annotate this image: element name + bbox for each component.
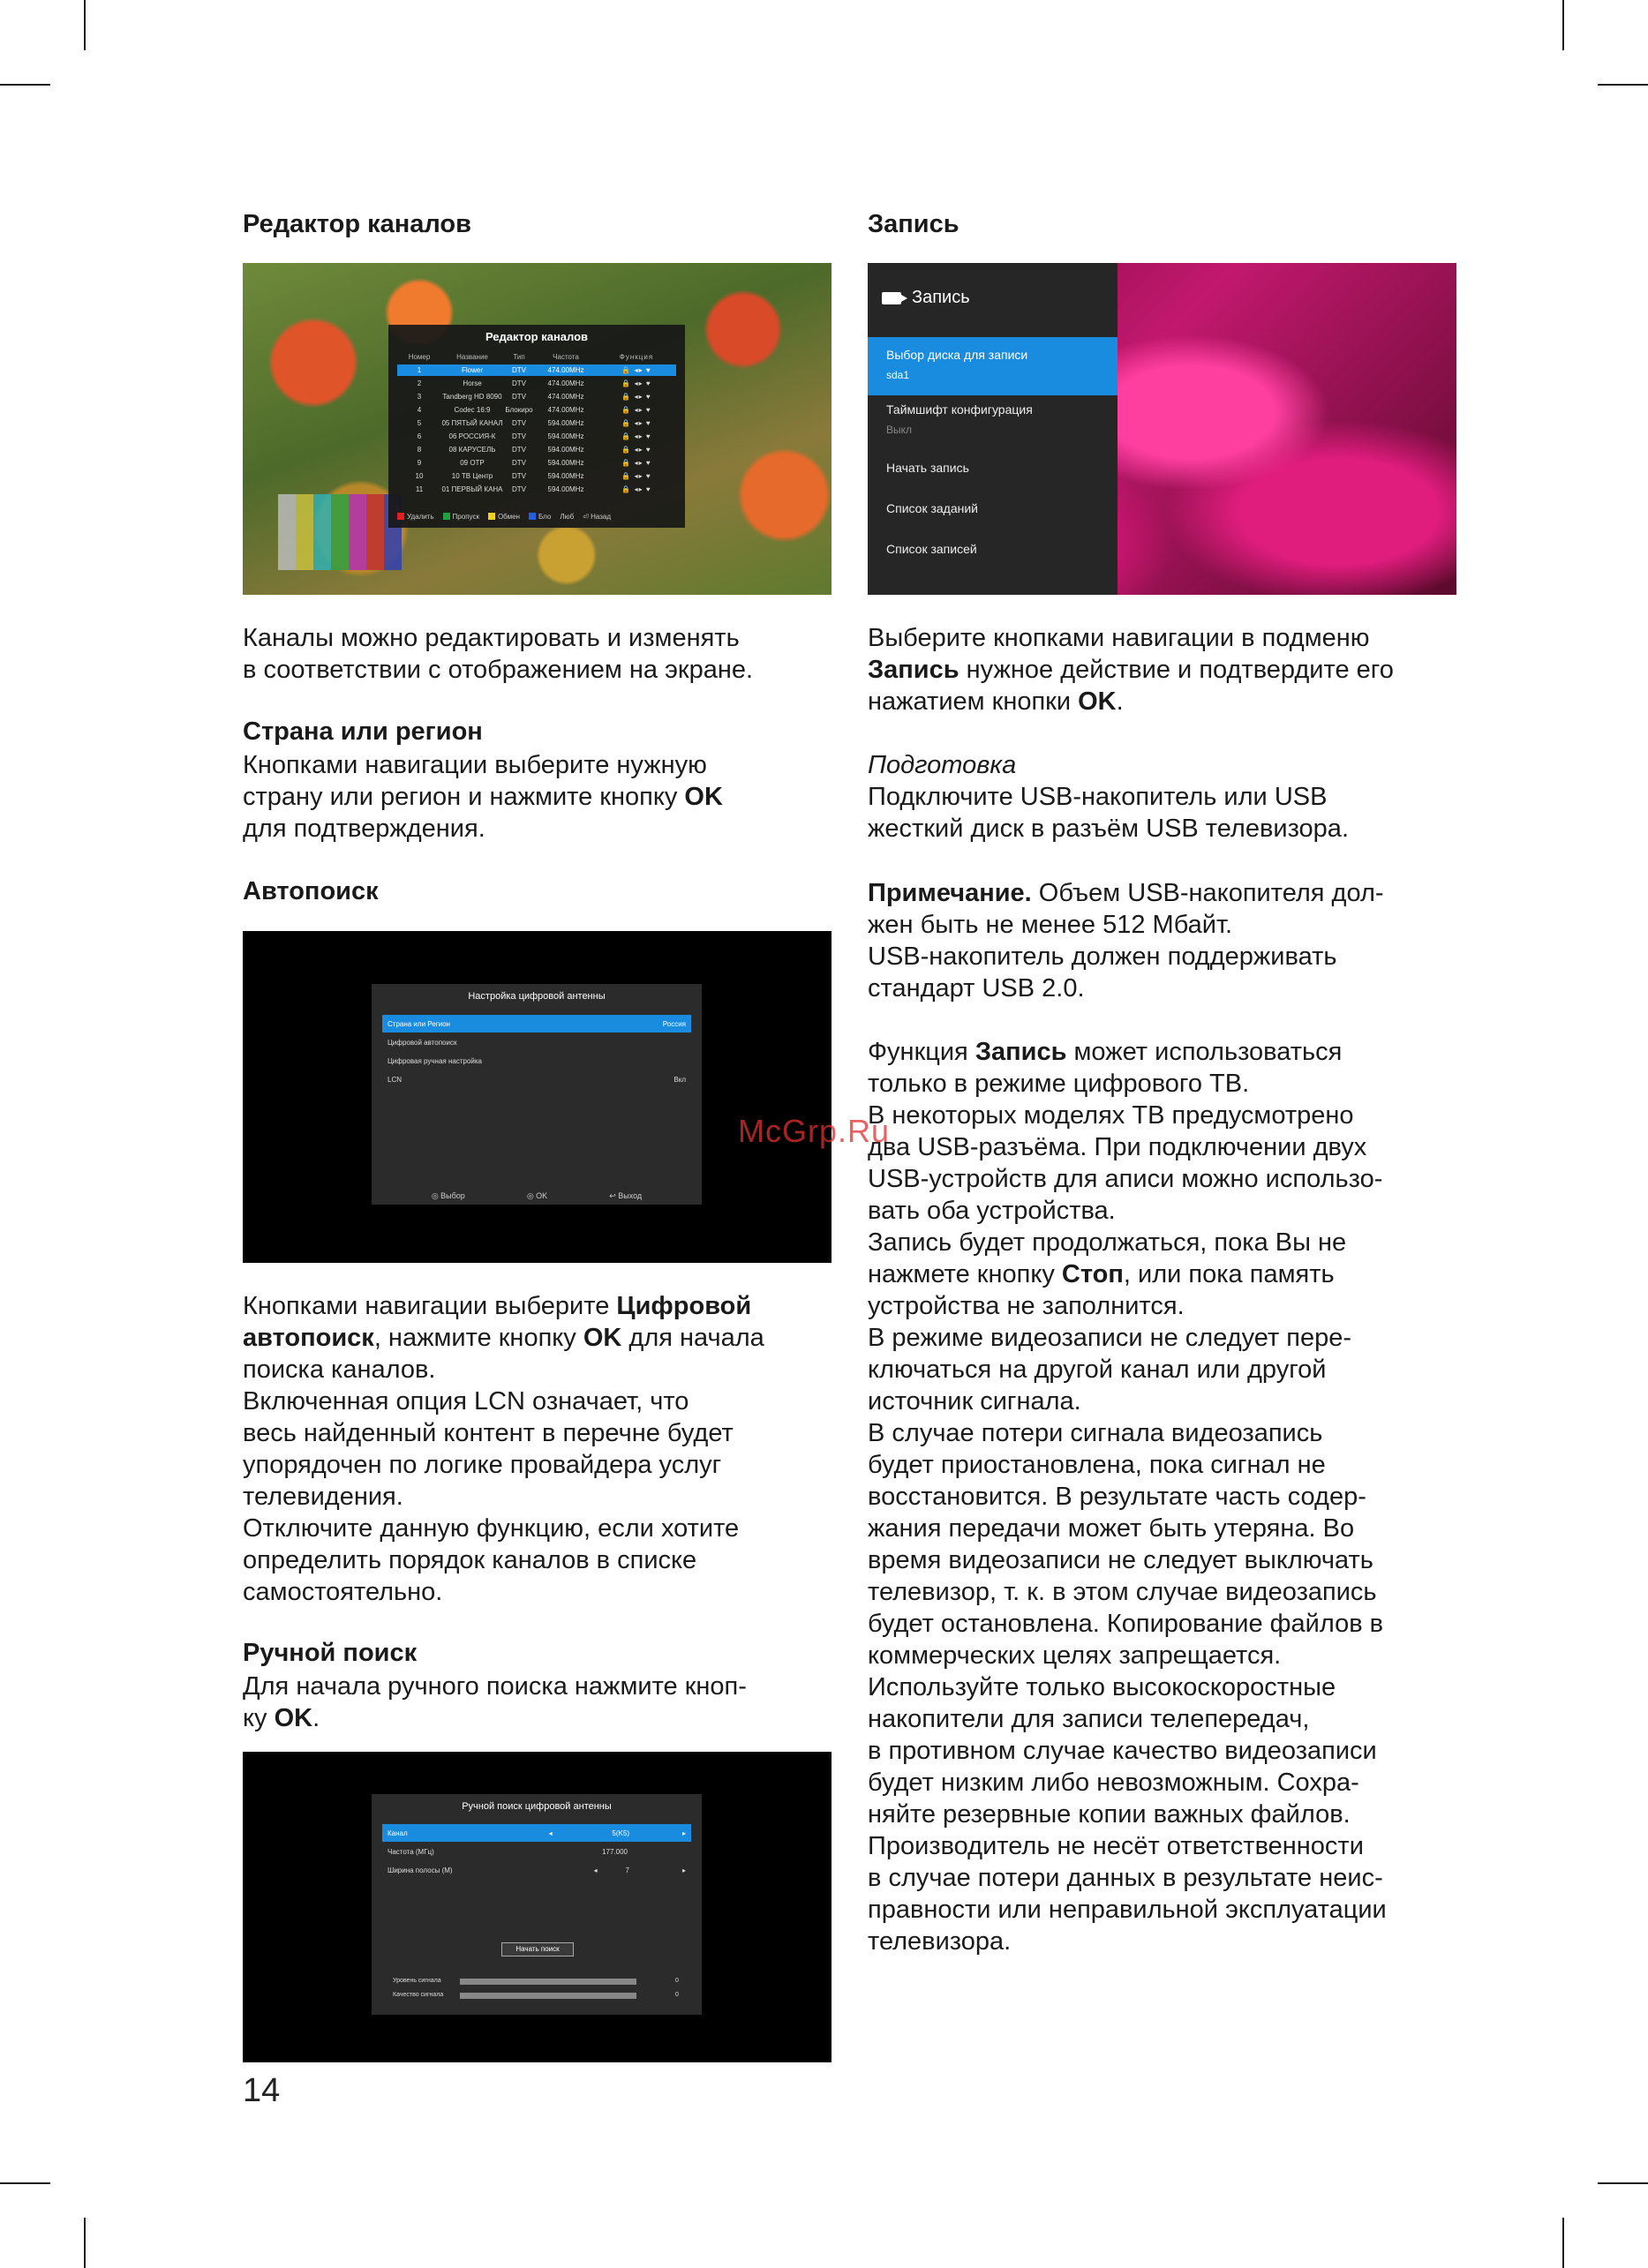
antenna-row-lcn: LCN Вкл [388,1075,686,1084]
crop-mark [1562,0,1564,50]
arrow-right-icon: ▸ [681,1829,686,1837]
crop-mark [84,2218,86,2268]
manual-row-frequency: Частота (МГц) 177.000 [388,1847,628,1856]
record-item-timeshift: Таймшифт конфигурация Выкл [886,402,1033,436]
footer-ok: ◎ OK [526,1191,548,1200]
record-function-section: Функция Запись может использоваться только в режиме цифрового ТВ. В некоторых моделях ТВ предусмотрено два USB-разъёма. При подключении двух USB-устройств для аписи можно использо- вать оба устройства. Запись будет продолжаться, пока Вы не нажмете кнопку Стоп, или пока память устройства не заполнится. В режиме видеозаписи не следует пере- ключаться на другой канал или другой источник сигнала. В случае потери сигнала видеозапись будет приостановлена, пока сигнал не восстановится. В результате часть содер- жания передачи может быть утеряна. Во время видеозаписи не следует выключать телевизор, т. к. в этом случае видеозапись будет остановлена. Копирование файлов в коммерческих целях запрещается. Используйте только высокоскоростные накопители для записи телепередач, в противном случае качество видеозаписи будет низким либо невозможным. Сохра- няйте резервные копии важных файлов. Производитель не несёт ответственности в случае потери данных в результате неис- правности или неправильной эксплуатации телевизора. [868,1038,1387,1956]
arrow-left-icon: ◂ [548,1829,553,1837]
preparation-section: Подготовка Подключите USB-накопитель или USB жесткий диск в разъём USB телевизора. [868,751,1349,843]
arrow-right-icon: ▸ [681,1866,686,1874]
crop-mark [84,0,86,50]
signal-level-value: 0 [675,1978,679,1984]
signal-quality-bar [460,1993,636,1999]
manual-row-channel: Канал ◂ 5(K5) ▸ [382,1824,691,1842]
heading-country: Страна или регион [243,717,483,746]
antenna-row-country: Страна или Регион Россия [382,1015,691,1033]
footer-lock: Бло [529,513,551,521]
record-item-disk: Выбор диска для записи sda1 [868,337,1117,395]
antenna-title: Настройка цифровой антенны [468,991,606,1002]
signal-level-label: Уровень сигнала [393,1978,441,1984]
channel-row: 3 Tandberg HD 8090 DTV 474.00MHz 🔒 ◂▸ ♥ [417,393,651,401]
record-description: Выберите кнопками навигации в подменю Запись нужное действие и подтвердите его нажатием кнопки OK. [868,624,1394,716]
record-title: Запись [882,288,970,308]
crop-mark [1598,2182,1648,2184]
autosearch-description: Кнопками навигации выберите Цифровой автопоиск, нажмите кнопку OK для начала поиска каналов. Включенная опция LCN означает, что весь найденный контент в перечне будет упорядочен по логике провайдера услуг телевидения. Отключите данную функцию, если хотите определить порядок каналов в списке самостоятельно. [243,1292,764,1606]
editor-description: Каналы можно редактировать и изменять в соответствии с отображением на экране. [243,624,754,684]
antenna-row-autosearch: Цифровой автопоиск [388,1038,457,1047]
editor-title: Редактор каналов [485,330,589,343]
record-menu-screenshot [868,263,1456,595]
arrow-left-icon: ◂ [593,1866,598,1874]
manual-row-bandwidth: Ширина полосы (М) ◂ 7 ▸ [388,1866,686,1874]
antenna-footer [372,1191,702,1201]
channel-row: 6 06 РОССИЯ-К DTV 594.00MHz 🔒 ◂▸ ♥ [417,432,651,440]
heading-record: Запись [868,210,959,238]
channel-editor-panel [388,325,685,528]
col-function: Функция [619,353,654,361]
record-item-tasks: Список заданий [886,501,979,515]
col-type: Тип [513,353,525,361]
manual-panel [372,1794,702,2015]
channel-row: 11 01 ПЕРВЫЙ КАНА DTV 594.00MHz 🔒 ◂▸ ♥ [415,485,651,493]
manual-search-description: Для начала ручного поиска нажмите кноп- ку OK. [243,1672,747,1732]
footer-fav: Люб [560,513,575,521]
col-frequency: Частота [553,353,579,361]
crop-mark [1562,2218,1564,2268]
footer-skip: Пропуск [443,513,479,521]
camera-icon [882,292,901,304]
footer-delete: Удалить [397,513,434,521]
back-icon: ⏎ [583,513,591,521]
channel-row: 8 08 КАРУСЕЛЬ DTV 594.00MHz 🔒 ◂▸ ♥ [417,446,651,454]
footer-back: ⏎ Назад [583,513,612,521]
editor-header-row [397,351,676,363]
footer-exit: ↩ Выход [609,1191,643,1200]
channel-row: 2 Horse DTV 474.00MHz 🔒 ◂▸ ♥ [417,379,651,387]
page-number: 14 [243,2072,281,2109]
channel-row: 10 10 ТВ Центр DTV 594.00MHz 🔒 ◂▸ ♥ [415,472,651,480]
country-description: Кнопками навигации выберите нужную страну или регион и нажмите кнопку OK для подтверждения. [243,751,723,843]
channel-row: 4 Codec 16:9 Блокиро 474.00MHz 🔒 ◂▸ ♥ [417,406,651,414]
signal-quality-label: Качество сигнала [393,1992,444,1998]
antenna-setup-screenshot [243,931,832,1263]
channel-row: 1 Flower DTV 474.00MHz 🔒 ◂▸ ♥ [397,364,676,376]
start-search-button[interactable]: Начать поиск [501,1942,574,1956]
manual-title: Ручной поиск цифровой антенны [462,1801,612,1812]
footer-select: ◎ Выбор [431,1191,465,1200]
channel-editor-screenshot [243,263,832,595]
editor-footer [397,513,676,521]
antenna-panel [372,984,702,1205]
manual-search-screenshot [243,1752,832,2062]
heading-channel-editor: Редактор каналов [243,210,471,238]
watermark: McGrp.Ru [738,1113,891,1149]
record-item-start: Начать запись [886,461,969,475]
col-name: Название [456,353,488,361]
heading-autosearch: Автопоиск [243,877,379,905]
crop-mark [1598,84,1648,86]
antenna-row-manual: Цифровая ручная настройка [388,1056,483,1065]
heading-manual-search: Ручной поиск [243,1639,418,1667]
footer-swap: Обмен [488,513,520,521]
col-number: Номер [408,353,431,361]
record-item-recordings: Список записей [886,542,977,556]
record-menu [868,263,1117,595]
note-section: Примечание. Объем USB-накопителя дол- жен быть не менее 512 Мбайт. USB-накопитель должен поддерживать стандарт USB 2.0. [868,879,1384,1003]
channel-row: 5 05 ПЯТЫЙ КАНАЛ DTV 594.00MHz 🔒 ◂▸ ♥ [417,419,651,427]
crop-mark [0,84,50,86]
signal-level-bar [460,1979,636,1985]
signal-quality-value: 0 [675,1992,679,1998]
channel-row: 9 09 ОТР DTV 594.00MHz 🔒 ◂▸ ♥ [417,459,651,467]
crop-mark [0,2182,50,2184]
color-bars [278,494,402,570]
